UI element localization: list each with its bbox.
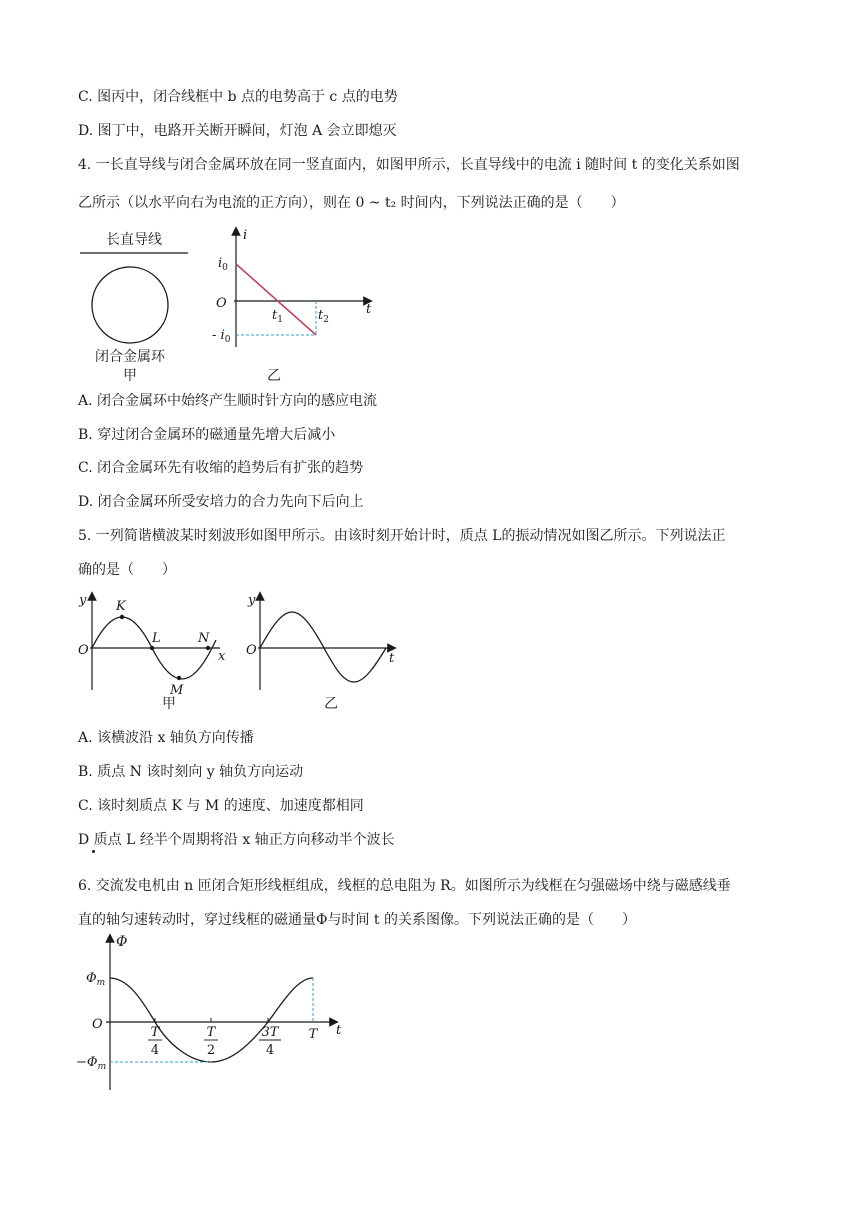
caption-yi: 乙 [324, 696, 338, 712]
ring-label: 闭合金属环 [95, 349, 165, 365]
label-n: N [198, 631, 210, 646]
T-label: T [308, 1027, 318, 1042]
i0-label: $i_0$ [218, 256, 228, 273]
q4-option-d: D. 闭合金属环所受安培力的合力先向下后向上 [78, 494, 364, 510]
label-k: K [116, 599, 126, 614]
q5-stem-line2: 确的是（ ） [78, 562, 176, 578]
i-axis-label: i [243, 228, 248, 243]
caption-yi: 乙 [267, 368, 281, 384]
q5-option-c: C. 该时刻质点 K 与 M 的速度、加速度都相同 [78, 798, 364, 814]
q5-option-a: A. 该横波沿 x 轴负方向传播 [78, 730, 254, 746]
i-vs-t-line [236, 264, 316, 335]
t-axis-label: t [366, 302, 372, 317]
phi-axis-label: Φ [116, 934, 128, 950]
q4-figure-yi [200, 225, 390, 385]
label-l: L [152, 631, 161, 646]
q5-stem-line1: 5. 一列简谐横波某时刻波形如图甲所示。由该时刻开始计时，质点 L的振动情况如图乙所示。下列说法正 [78, 528, 726, 544]
point-n [206, 646, 210, 650]
x-axis-label: x [218, 649, 226, 664]
q6-stem-line2: 直的轴匀速转动时，穿过线框的磁通量Φ与时间 t 的关系图像。下列说法正确的是（ ） [78, 912, 637, 928]
neg-i0-label: - $i_0$ [212, 328, 231, 345]
q3-option-d: D. 图丁中，电路开关断开瞬间，灯泡 A 会立即熄灭 [78, 123, 397, 139]
y-axis-label: y [248, 593, 256, 608]
q4-option-a: A. 闭合金属环中始终产生顺时针方向的感应电流 [78, 393, 378, 409]
label-m: M [170, 683, 184, 698]
3T4-numerator: 3T [261, 1025, 279, 1040]
T4-denominator: 4 [150, 1043, 160, 1058]
t-axis-label: t [336, 1023, 342, 1038]
T4-numerator: T [150, 1025, 160, 1040]
caption-jia: 甲 [162, 696, 176, 712]
point-l [150, 646, 154, 650]
T2-numerator: T [206, 1025, 216, 1040]
3T4-denominator: 4 [265, 1043, 275, 1058]
origin-label: O [78, 643, 89, 658]
y-axis-label: y [79, 593, 87, 608]
origin-label: O [246, 643, 257, 658]
point-m [177, 676, 181, 680]
point-k [120, 615, 124, 619]
T2-denominator: 2 [206, 1043, 216, 1058]
q3-option-c: C. 图丙中，闭合线框中 b 点的电势高于 c 点的电势 [78, 89, 398, 105]
q6-figure [72, 930, 362, 1100]
q5-figure-yi [240, 590, 405, 715]
q4-option-b: B. 穿过闭合金属环的磁通量先增大后减小 [78, 427, 336, 443]
t1-label: $t_1$ [272, 308, 283, 325]
q4-option-c: C. 闭合金属环先有收缩的趋势后有扩张的趋势 [78, 460, 364, 476]
stray-dot [92, 850, 95, 853]
t2-label: $t_2$ [318, 308, 329, 325]
q6-stem-line1: 6. 交流发电机由 n 匝闭合矩形线框组成，线框的总电阻为 R。如图所示为线框在匀强磁场中绕与磁感线垂 [78, 878, 731, 894]
q4-figure-jia [78, 225, 198, 385]
vibration-curve [260, 612, 386, 682]
phim-label: $\Phi_m$ [86, 971, 106, 988]
q5-figure-jia [78, 590, 238, 715]
q4-stem-line2: 乙所示（以水平向右为电流的正方向），则在 0 ~ t₂ 时间内，下列说法正确的是（ ） [78, 195, 625, 211]
origin-label: O [92, 1017, 103, 1032]
wire-label: 长直导线 [106, 232, 162, 248]
q5-option-b: B. 质点 N 该时刻向 y 轴负方向运动 [78, 764, 304, 780]
q5-option-d: D 质点 L 经半个周期将沿 x 轴正方向移动半个波长 [78, 832, 395, 848]
neg-phim-label: $-\Phi_m$ [76, 1055, 107, 1072]
caption-jia: 甲 [123, 368, 137, 384]
q4-stem-line1: 4. 一长直导线与闭合金属环放在同一竖直面内，如图甲所示，长直导线中的电流 i 随时间 t 的变化关系如图 [78, 157, 740, 173]
metal-ring [92, 267, 168, 343]
t-axis-label: t [389, 651, 395, 666]
origin-label: O [216, 296, 227, 311]
